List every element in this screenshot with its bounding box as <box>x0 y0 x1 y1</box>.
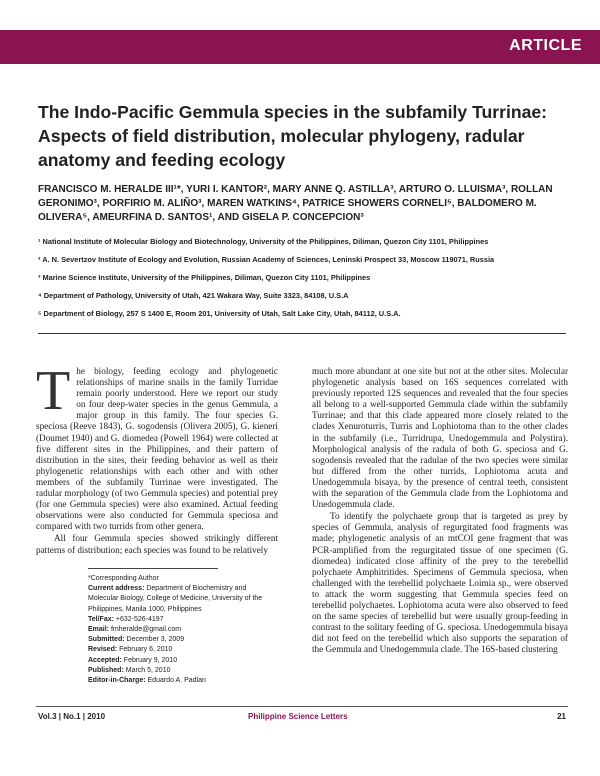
email: Email: fmheralde@gmail.com <box>88 626 182 634</box>
affiliation-1: ¹ National Institute of Molecular Biology and Biotechnology, University of the Philippines, Diliman, Quezon City 1101, Philippines <box>38 237 489 246</box>
abstract-paragraph-2: All four Gemmula species showed strikingly different patterns of distribution; each species was found to be relatively <box>36 533 278 555</box>
footnote-block <box>88 574 278 686</box>
banner-label: ARTICLE <box>509 37 582 54</box>
editor-in-charge: Editor-in-Charge: Eduardo A. Padlan <box>88 677 206 685</box>
abstract-left-column <box>36 360 278 557</box>
affiliation-4: ⁴ Department of Pathology, University of Utah, 421 Wakara Way, Suite 3323, 84108, U.S.A <box>38 291 349 300</box>
abstract-right-column <box>312 366 568 656</box>
footer-divider <box>36 706 568 707</box>
tel-fax: Tel/Fax: +632-526-4197 <box>88 615 164 623</box>
volume-issue: Vol.3 | No.1 | 2010 <box>38 712 106 721</box>
article-title: The Indo-Pacific Gemmula species in the subfamily Turrinae: Aspects of field distribution, molecular phylogeny, radular anatomy and feeding ecology <box>38 102 548 170</box>
current-address: Current address: Department of Biochemistry and Molecular Biology, College of Medicine, University of the Philippines, Manila 1000, Philippines <box>88 585 263 613</box>
drop-cap: T <box>36 360 71 422</box>
abstract-paragraph-3: much more abundant at one site but not at the other sites. Molecular phylogenetic analysis based on 16S sequences correlated with previously reported 12S sequences and revealed that the four species all belong to a well-supported Gemmula clade within the subfamily Turrinae; and that this clade appeared more closely related to the clades Xenuroturris, Turris and Lophiotoma than to the other clades in the subfamily (i.e., Turridrupa, Unedogemmula and Polystira). Morphological analysis of the radula of both G. speciosa and G. sogodensis revealed that the radulae of the two species were similar but differed from the other turrids, Lophiotoma acuta and Unedogemmula bisaya, by the presence of central teeth, consistent with the separation of the Gemmula clade from the Lophiotoma and Unedogemmula clade. <box>312 366 568 510</box>
corresponding-author: *Corresponding Author <box>88 575 159 582</box>
page-number: 21 <box>557 712 566 721</box>
affiliation-5: ⁵ Department of Biology, 257 S 1400 E, Room 201, University of Utah, Salt Lake City, Utah, 84112, U.S.A. <box>38 309 401 318</box>
abstract-paragraph-4: To identify the polychaete group that is targeted as prey by species of Gemmula, analysis of regurgitated food fragments was made; phylogenetic analysis of an mtCOI gene fragment that was PCR-amplified from the regurgitated tissue of one specimen (G. diomedea) indicated close affinity of the prey to the terebellid polychaete Amphitritides. Specimens of Gemmula speciosa, when challenged with the terebellid polychaete Loimia sp., were observed to attack the worm suggesting that Gemmula species feed on terebellid polychaetes. Lophiotoma acuta were also observed to feed on the same species of terebellid but were usually group-feeding in contrast to the solitary feeding of G. speciosa. Unedogemmula bisaya did not feed on the terebellid which also supports the separation of the Gemmula and Unedogemmula clade. The 16S-based clustering <box>312 511 568 655</box>
author-list: FRANCISCO M. HERALDE III¹*, YURI I. KANTOR², MARY ANNE Q. ASTILLA³, ARTURO O. LLUISMA³, ROLLAN GERONIMO³, PORFIRIO M. ALIÑO³, MAREN WATKINS⁴, PATRICE SHOWERS CORNELI⁵, BALDOMERO M. OLIVERA⁵, AMEURFINA D. SANTOS¹, AND GISELA P. CONCEPCION³ <box>38 184 553 223</box>
revised-date: Revised: February 6, 2010 <box>88 646 173 654</box>
submitted-date: Submitted: December 3, 2009 <box>88 636 185 644</box>
published-date: Published: March 5, 2010 <box>88 666 171 674</box>
journal-name: Philippine Science Letters <box>248 712 348 721</box>
accepted-date: Accepted: February 9, 2010 <box>88 656 178 664</box>
article-banner <box>0 30 600 64</box>
affiliation-3: ³ Marine Science Institute, University of the Philippines, Diliman, Quezon City 1101, Philippines <box>38 273 371 282</box>
email-link[interactable]: fmheralde@gmail.com <box>109 626 182 634</box>
abstract-paragraph-1: he biology, feeding ecology and phylogenetic relationships of marine snails in the family Turridae remain poorly understood. Here we report our study on four deep-water species in the genus Gemmula, a major group in this family. The four species G. speciosa (Reeve 1843), G. sogodensis (Olivera 2005), G. kieneri (Doumet 1940) and G. diomedea (Powell 1964) were collected at five different sites in the Philippines, and their pattern of distribution in the sites, their feeding behavior as well as their phylogenetic relationships with each other and with other members of the subfamily Turrinae were investigated. The radular morphology (of two Gemmula species) and potential prey (for one Gemmula species) were also examined. Actual feeding observations were also conducted for Gemmula speciosa and compared with two turrids from other genera. <box>36 366 278 532</box>
footnote-divider <box>88 568 218 569</box>
header-divider <box>38 333 566 334</box>
affiliation-2: ² A. N. Severtzov Institute of Ecology and Evolution, Russian Academy of Sciences, Leninski Prospect 33, Moscow 119071, Russia <box>38 255 495 264</box>
affiliations <box>38 237 568 327</box>
